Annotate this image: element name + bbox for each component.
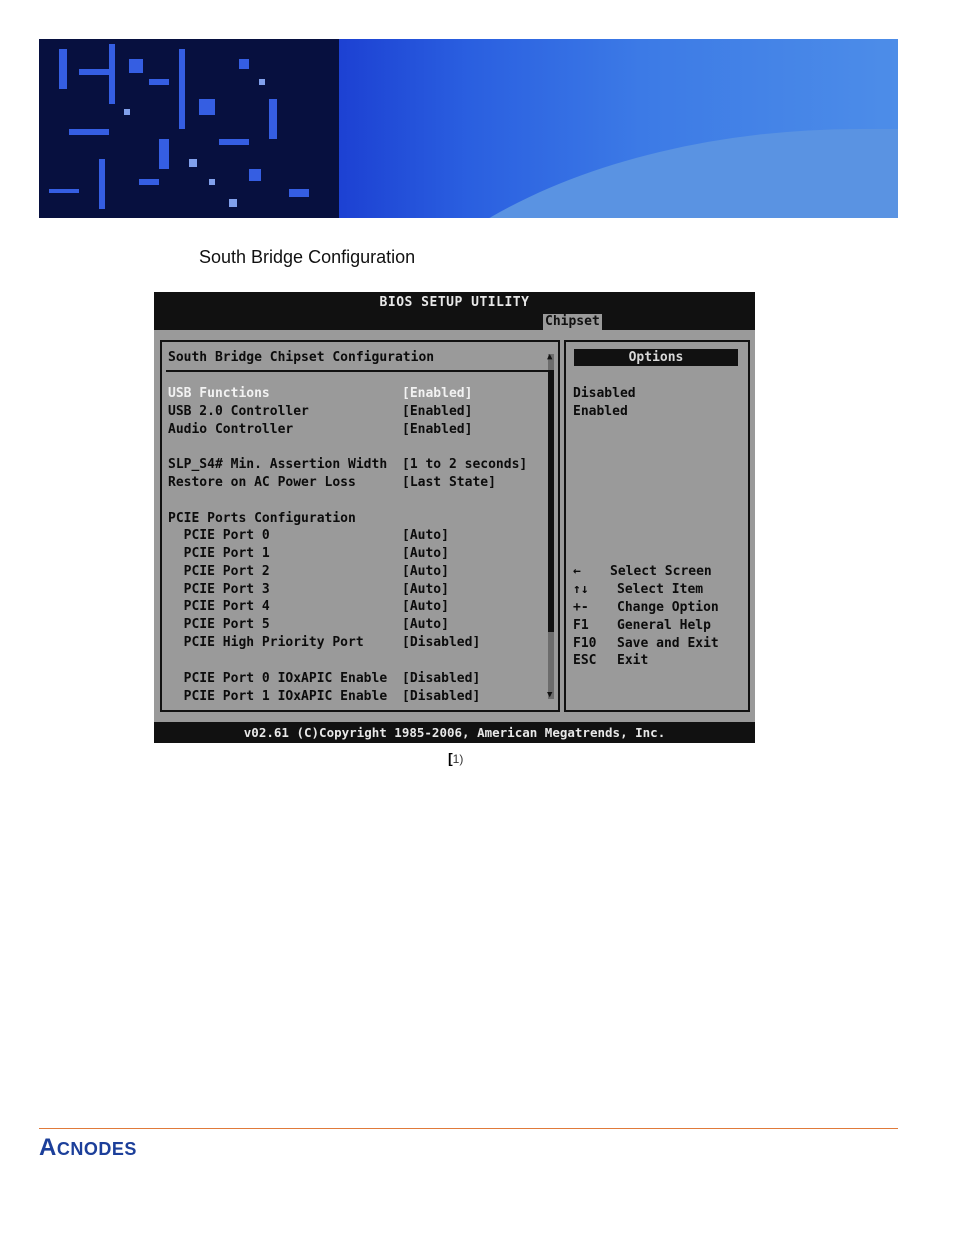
- help-description: Change Option: [617, 600, 719, 615]
- help-key: F10: [573, 636, 597, 651]
- option-disabled[interactable]: Disabled: [573, 386, 636, 401]
- caption-bracket: [: [448, 750, 453, 766]
- setting-value[interactable]: [Enabled]: [402, 422, 473, 437]
- setting-label: SLP_S4# Min. Assertion Width: [168, 457, 388, 472]
- setting-value[interactable]: [Disabled]: [402, 635, 481, 650]
- help-description: Select Item: [617, 582, 704, 597]
- setting-value[interactable]: [Enabled]: [402, 404, 473, 419]
- panel-divider: [166, 370, 550, 372]
- setting-label: PCIE Port 0: [168, 528, 270, 543]
- setting-label: Audio Controller: [168, 422, 294, 437]
- tab-chipset[interactable]: Chipset: [545, 314, 600, 329]
- header-banner: [39, 39, 898, 218]
- banner-curve: [339, 129, 898, 218]
- scroll-up-icon[interactable]: ▲: [547, 352, 553, 362]
- help-key: ↑↓: [573, 582, 589, 597]
- bios-tabbar: [154, 314, 755, 330]
- acnodes-logo: [39, 1134, 137, 1162]
- setting-value[interactable]: [Auto]: [402, 528, 449, 543]
- section-title: South Bridge Configuration: [199, 247, 416, 267]
- caption-text: 1): [452, 752, 464, 766]
- setting-value[interactable]: [Disabled]: [402, 671, 481, 686]
- setting-label: PCIE Ports Configuration: [168, 511, 356, 526]
- setting-value[interactable]: [Last State]: [402, 475, 496, 490]
- bios-screen: [154, 292, 755, 743]
- help-key: +-: [573, 600, 589, 615]
- setting-value[interactable]: [1 to 2 seconds]: [402, 457, 528, 472]
- setting-label: PCIE High Priority Port: [168, 635, 364, 650]
- help-key: F1: [573, 618, 589, 633]
- setting-value[interactable]: [Auto]: [402, 582, 449, 597]
- circuit-board-icon: [39, 39, 339, 218]
- help-description: Select Screen: [610, 564, 712, 579]
- scrollbar-thumb[interactable]: [548, 370, 554, 632]
- setting-label: PCIE Port 1 IOxAPIC Enable: [168, 689, 388, 704]
- bios-footer: v02.61 (C)Copyright 1985-2006, American Megatrends, Inc.: [154, 722, 755, 743]
- setting-label: USB 2.0 Controller: [168, 404, 309, 419]
- setting-label: PCIE Port 2: [168, 564, 270, 579]
- help-key: ESC: [573, 653, 597, 668]
- help-key: ←: [573, 564, 581, 579]
- help-description: General Help: [617, 618, 711, 633]
- setting-value[interactable]: [Auto]: [402, 617, 449, 632]
- setting-value[interactable]: [Enabled]: [402, 386, 473, 401]
- setting-label: PCIE Port 4: [168, 599, 270, 614]
- bios-title: BIOS SETUP UTILITY: [154, 292, 755, 314]
- help-description: Save and Exit: [617, 636, 719, 651]
- figure-caption: [448, 750, 463, 766]
- option-enabled[interactable]: Enabled: [573, 404, 628, 419]
- setting-value[interactable]: [Auto]: [402, 599, 449, 614]
- panel-title-text: South Bridge Chipset Configuration: [168, 350, 435, 365]
- help-description: Exit: [617, 653, 649, 668]
- setting-value[interactable]: [Auto]: [402, 546, 449, 561]
- logo-letters: CNODES: [56, 1139, 137, 1159]
- setting-value[interactable]: [Auto]: [402, 564, 449, 579]
- setting-label: PCIE Port 0 IOxAPIC Enable: [168, 671, 388, 686]
- footer-rule: [39, 1128, 898, 1129]
- setting-label: Restore on AC Power Loss: [168, 475, 356, 490]
- setting-label: PCIE Port 3: [168, 582, 270, 597]
- setting-label: PCIE Port 5: [168, 617, 270, 632]
- setting-label: USB Functions: [168, 386, 270, 401]
- setting-value[interactable]: [Disabled]: [402, 689, 481, 704]
- options-header: Options: [574, 349, 738, 366]
- logo-letter-a: A: [39, 1134, 57, 1161]
- scroll-down-icon[interactable]: ▼: [547, 690, 553, 700]
- setting-label: PCIE Port 1: [168, 546, 270, 561]
